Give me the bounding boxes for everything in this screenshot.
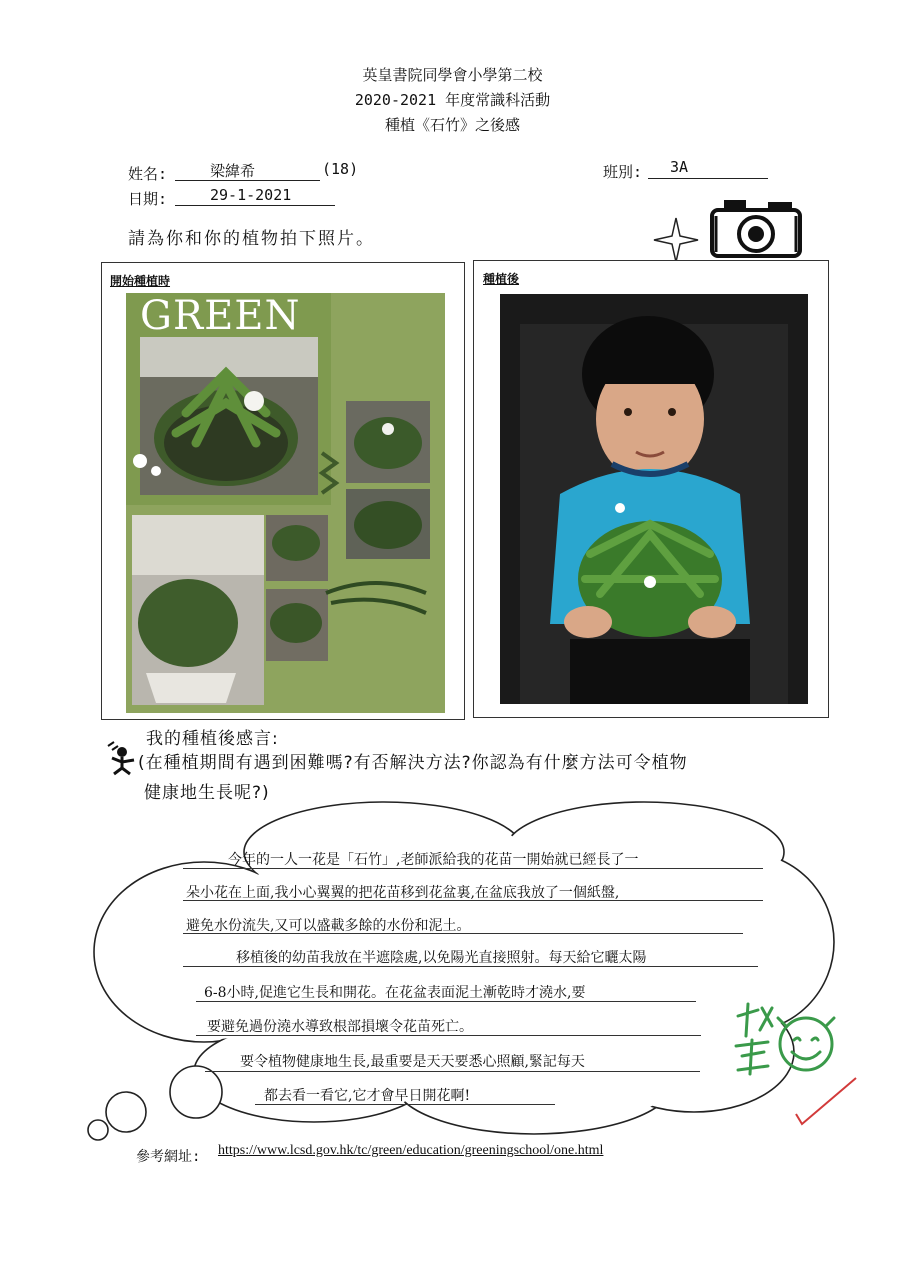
reflection-title: 我的種植後感言: [146,729,279,749]
class-value: 3A [670,158,689,176]
answer-rule-7 [205,1071,700,1072]
worksheet-title: 種植《石竹》之後感 [384,116,520,134]
name-value: 梁緯希 [210,162,256,180]
checkmark-icon [792,1070,862,1130]
answer-line-6: 要避免過份澆水導致根部損壞令花苗死亡。 [207,1019,473,1035]
school-name: 英皇書院同學會小學第二校 [362,66,543,84]
class-label: 班別: [603,163,643,181]
doodle-icon [100,738,140,776]
before-planting-collage [126,293,445,713]
date-label: 日期: [128,190,168,208]
boy-with-plant-image [500,294,808,704]
answer-line-4: 移植後的幼苗我放在半遮陰處,以免陽光直接照射。每天給它曬太陽 [236,950,647,966]
after-planting-photo [500,294,808,704]
before-planting-caption: 開始種植時 [110,274,171,288]
excellent-stamp-icon [728,996,838,1080]
reflection-question-line2: 健康地生長呢?) [144,783,270,803]
answer-line-2: 朵小花在上面,我小心翼翼的把花苗移到花盆裏,在盆底我放了一個紙盤, [186,885,620,901]
answer-line-1: 今年的一人一花是「石竹」,老師派給我的花苗一開始就已經長了一 [228,852,639,868]
camera-icon [706,192,806,260]
answer-line-7: 要令植物健康地生長,最重要是天天要悉心照顧,緊記每天 [240,1054,585,1070]
collage-word: GREEN [140,293,301,339]
reference-link[interactable]: https://www.lcsd.gov.hk/tc/green/education/greeningschool/one.html [218,1143,604,1158]
sparkle-icon [652,216,700,264]
date-underline [175,205,335,206]
name-label: 姓名: [128,165,168,183]
activity-year: 2020-2021 年度常識科活動 [354,91,551,109]
student-number: (18) [322,160,359,178]
date-value: 29-1-2021 [210,186,292,204]
reference-label: 參考網址: [136,1149,201,1165]
class-underline [648,178,768,179]
collage-image [126,293,445,713]
answer-line-5: 6-8小時,促進它生長和開花。在花盆表面泥土漸乾時才澆水,要 [204,985,586,1001]
after-planting-caption: 種植後 [483,272,520,286]
answer-line-8: 都去看一看它,它才會早日開花啊! [264,1088,471,1104]
answer-line-3: 避免水份流失,又可以盛載多餘的水份和泥土。 [186,918,471,934]
photo-prompt: 請為你和你的植物拍下照片。 [128,229,375,249]
reflection-question-line1: (在種植期間有遇到困難嗎?有否解決方法?你認為有什麼方法可令植物 [138,753,688,773]
